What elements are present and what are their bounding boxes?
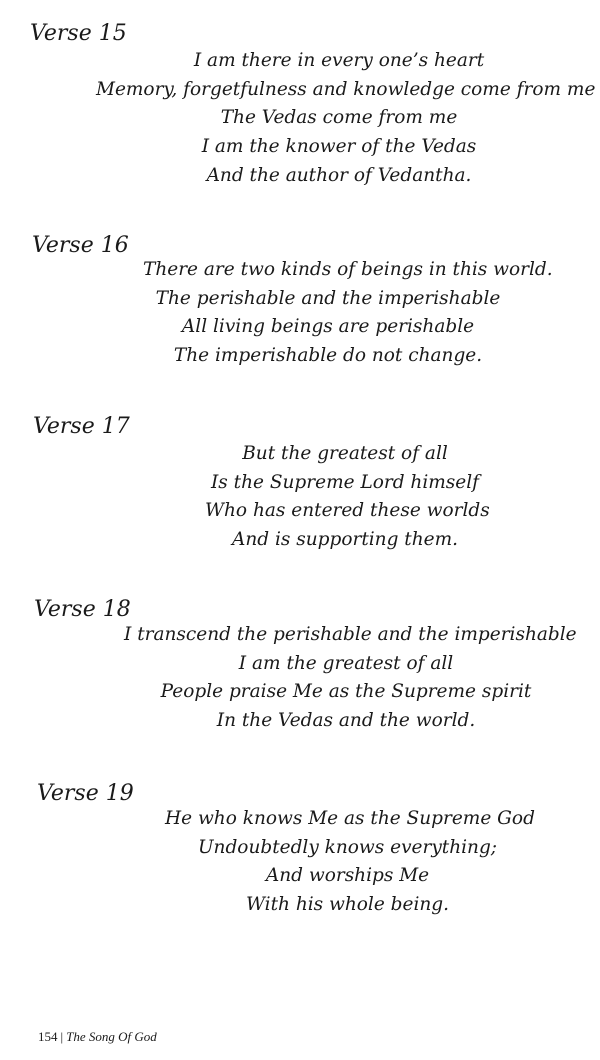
footer-separator: | <box>60 1029 64 1044</box>
verse-line: I am the knower of the Vedas <box>201 136 477 158</box>
verse-body <box>96 47 596 191</box>
verse-line: And worships Me <box>265 865 430 887</box>
verse-line: All living beings are perishable <box>181 316 475 338</box>
verse-line: The perishable and the imperishable <box>155 287 501 309</box>
verse-heading: Verse 18 <box>34 597 131 622</box>
verse-heading: Verse 17 <box>33 414 130 439</box>
verse-line: I am the greatest of all <box>238 652 454 674</box>
verse-heading: Verse 15 <box>30 21 127 46</box>
verse-line: There are two kinds of beings in this world. <box>143 259 553 280</box>
verse-line: I am there in every one’s heart <box>193 50 485 71</box>
verse-line: He who knows Me as the Supreme God <box>165 808 535 829</box>
verse-line: And is supporting them. <box>231 529 459 551</box>
verse-line: Undoubtedly knows everything; <box>197 836 498 858</box>
verse-line: And the author of Vedantha. <box>206 164 472 186</box>
verse-line: In the Vedas and the world. <box>216 710 476 732</box>
verse-line: People praise Me as the Supreme spirit <box>160 681 532 703</box>
verse-body <box>143 256 553 371</box>
verse-line: I transcend the perishable and the imperishable <box>124 624 577 645</box>
page-footer <box>38 1029 157 1045</box>
verse-heading: Verse 16 <box>32 233 129 258</box>
page-number: 154 <box>38 1029 58 1044</box>
verse-heading: Verse 19 <box>37 781 134 806</box>
verse-body <box>124 621 577 736</box>
verse-line: Memory, forgetfulness and knowledge come from me <box>96 78 596 100</box>
verse-line: The Vedas come from me <box>220 107 458 129</box>
verse-line: But the greatest of all <box>242 443 448 464</box>
verse-line: Is the Supreme Lord himself <box>210 471 480 493</box>
verse-body <box>205 440 490 555</box>
verse-body <box>165 805 535 920</box>
verse-line: Who has entered these worlds <box>205 500 490 522</box>
verse-line: The imperishable do not change. <box>173 345 483 367</box>
verse-line: With his whole being. <box>245 894 450 916</box>
book-title: The Song Of God <box>66 1029 157 1044</box>
